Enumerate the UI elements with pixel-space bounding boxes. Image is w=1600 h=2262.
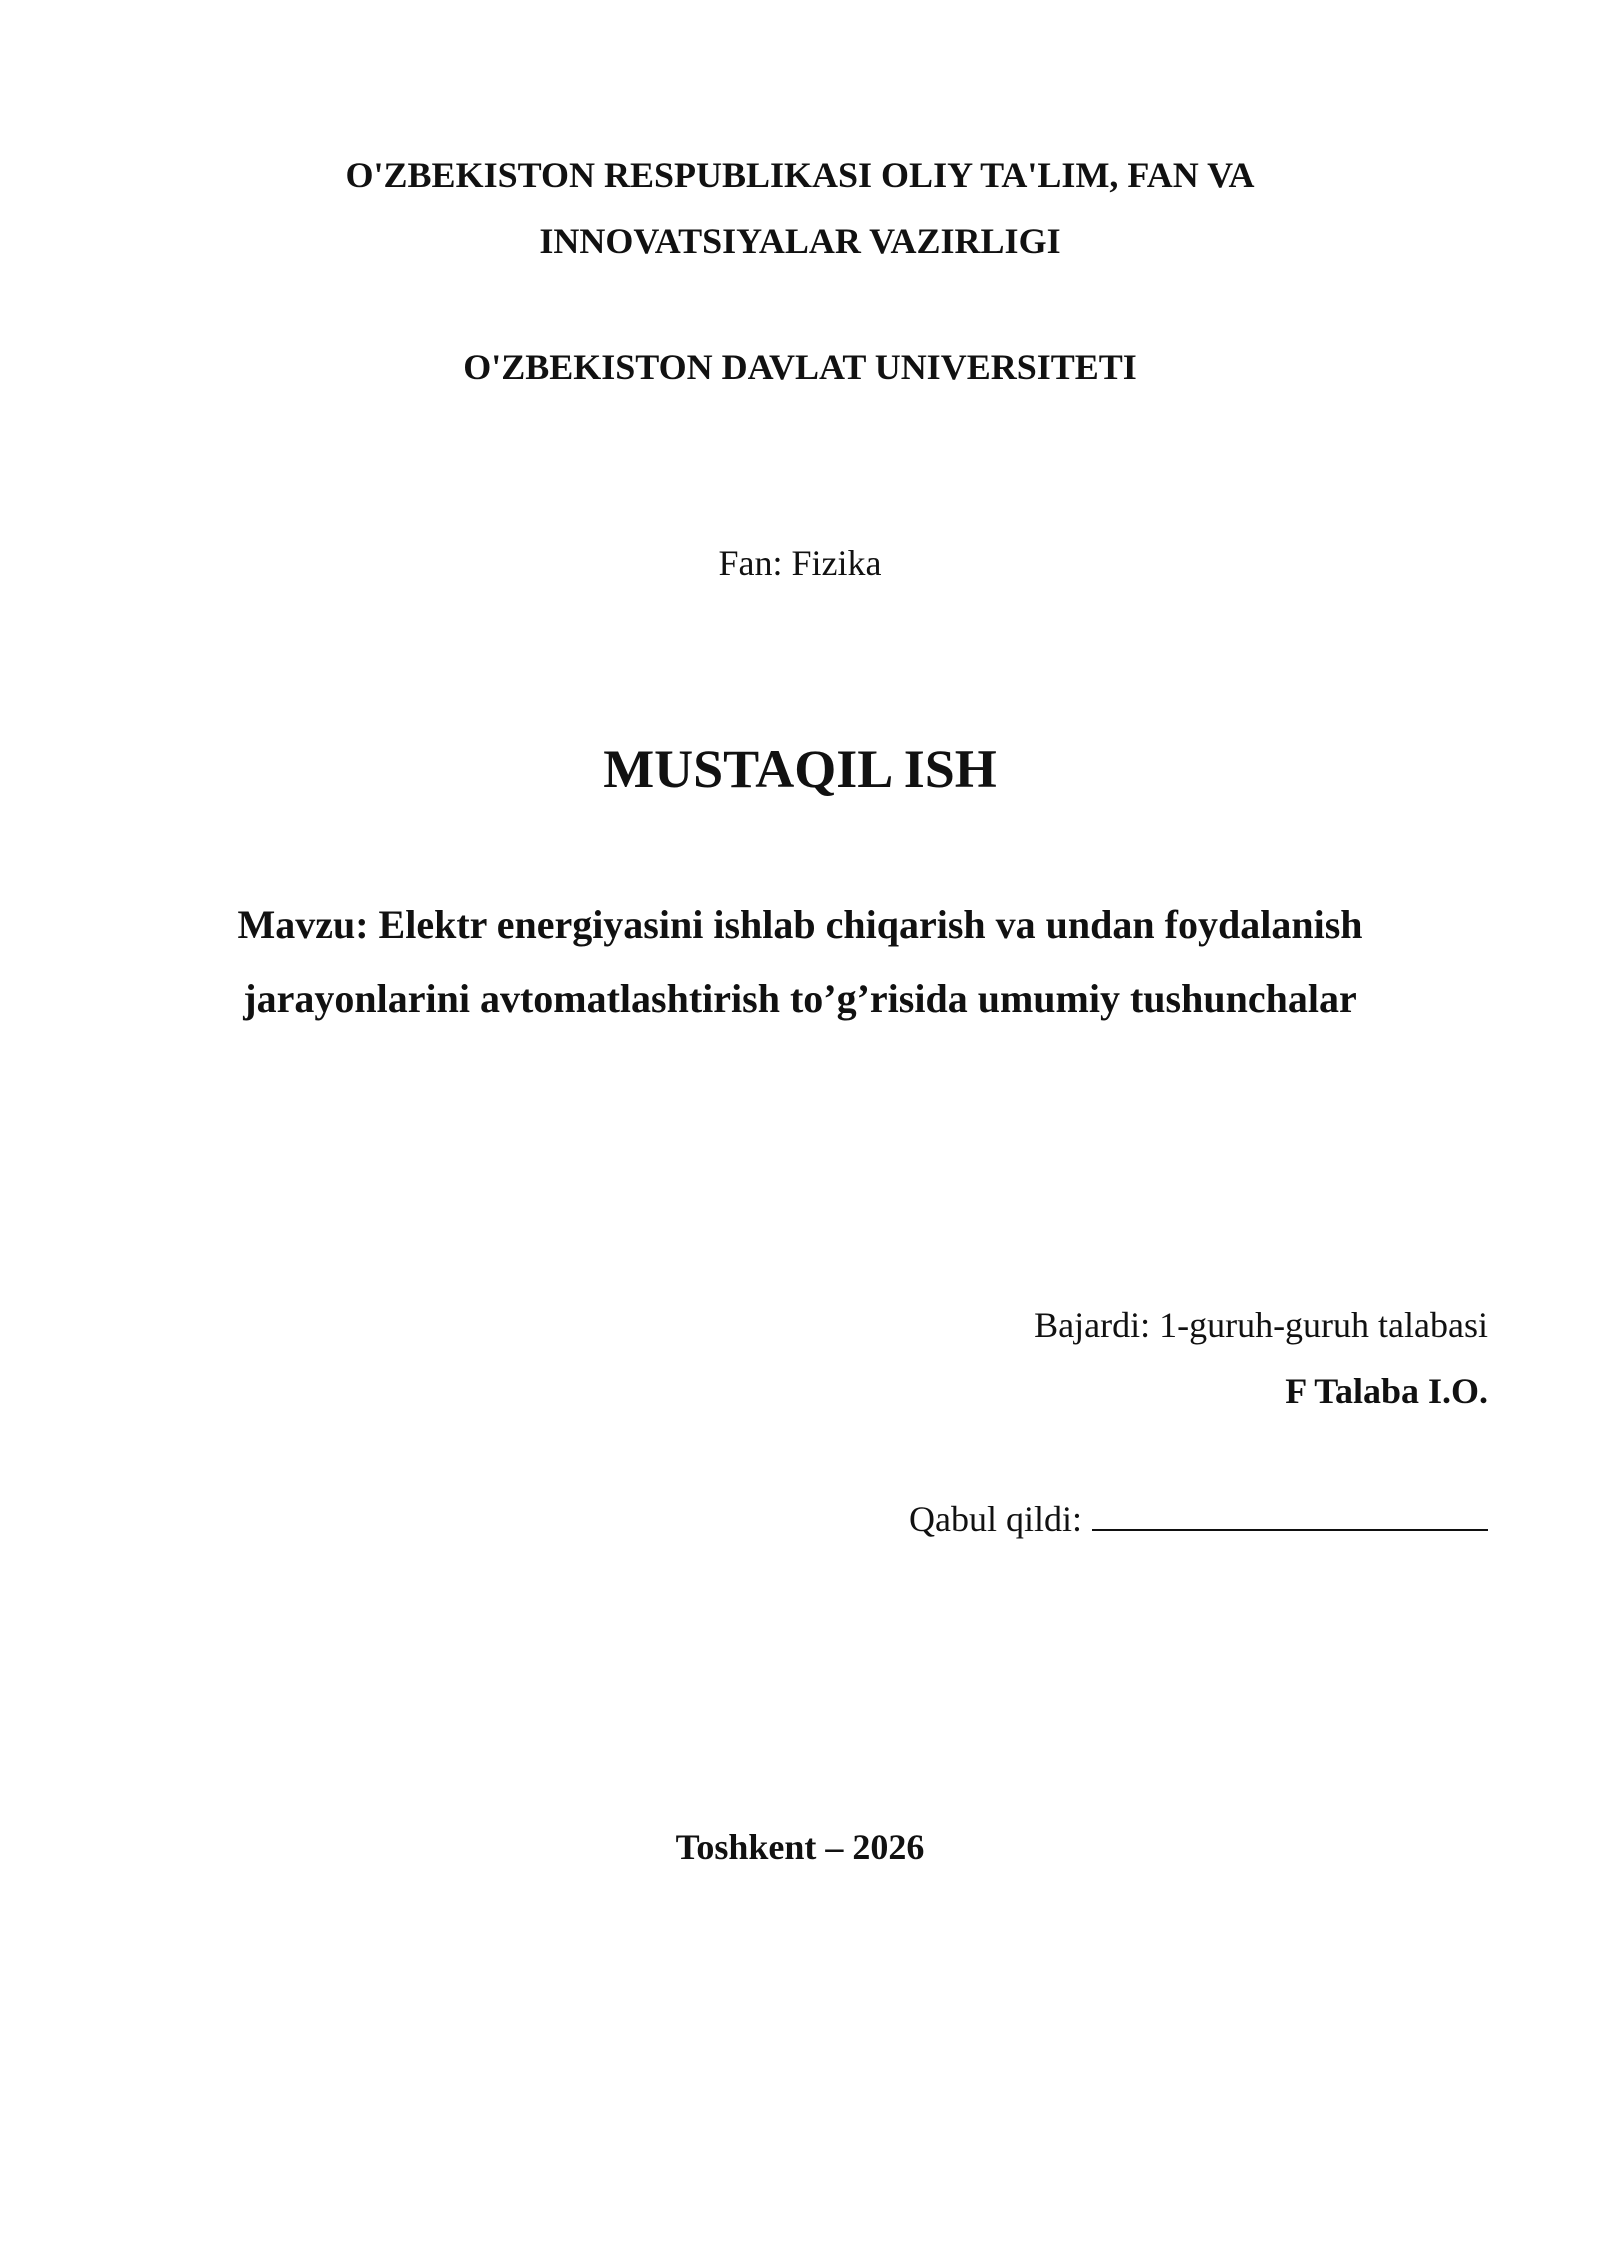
topic-line-1: Mavzu: Elektr energiyasini ishlab chiqarish va undan foydalanish: [237, 902, 1363, 947]
university-name: O'ZBEKISTON DAVLAT UNIVERSITETI: [463, 347, 1137, 387]
subject-line: Fan: Fizika: [718, 543, 882, 583]
ministry-line-1: O'ZBEKISTON RESPUBLIKASI OLIY TA'LIM, FAN VA: [345, 155, 1255, 195]
topic-heading: [0, 888, 1600, 1036]
performer-label: Bajardi: 1-guruh-guruh talabasi: [1034, 1305, 1488, 1345]
topic-line-2: jarayonlarini avtomatlashtirish to’g’risida umumiy tushunchalar: [243, 976, 1357, 1021]
performer-name: F Talaba I.O.: [1285, 1371, 1488, 1411]
ministry-line-2: INNOVATSIYALAR VAZIRLIGI: [539, 221, 1061, 261]
ministry-heading: [0, 142, 1600, 274]
document-title: MUSTAQIL ISH: [603, 739, 997, 799]
accepted-label: Qabul qildi:: [909, 1499, 1082, 1539]
accepted-by-line: [909, 1498, 1488, 1540]
signature-blank: [1092, 1499, 1488, 1531]
city-year: Toshkent – 2026: [675, 1827, 925, 1867]
